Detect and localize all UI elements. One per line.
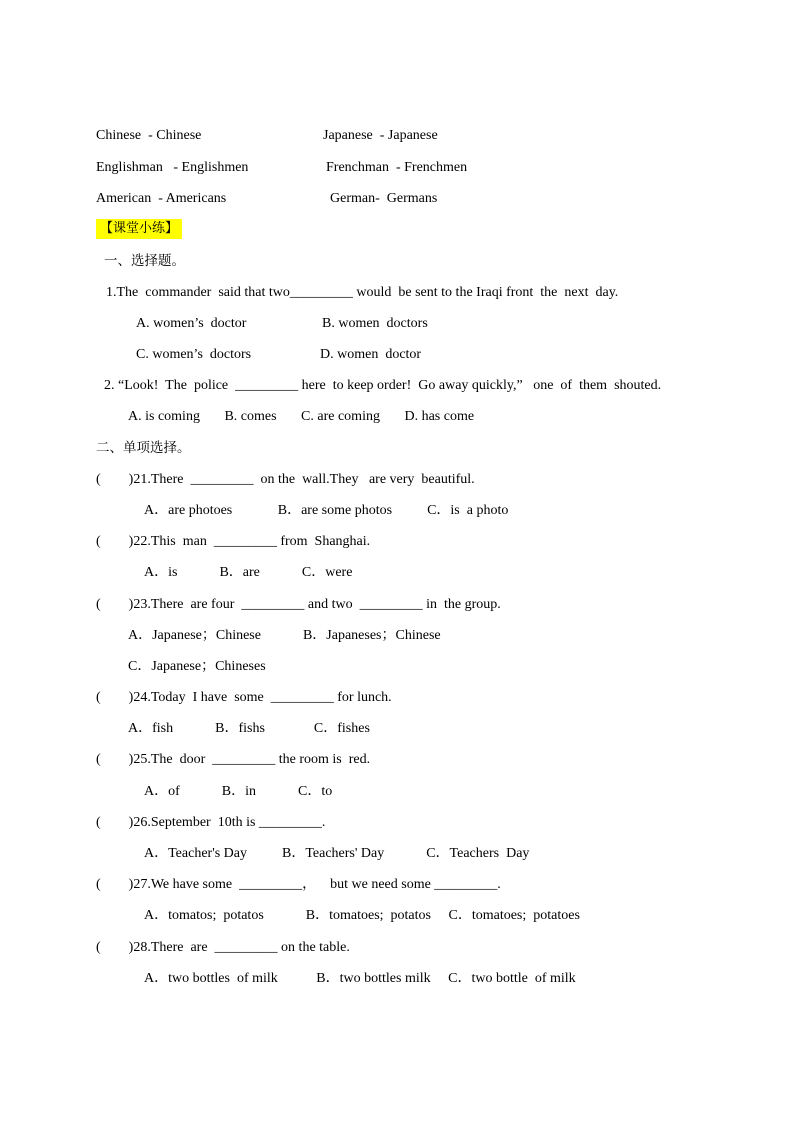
vocab-left-2: Englishman - Englishmen: [96, 160, 249, 175]
question-28-options: A．two bottles of milk B．two bottles milk C．two bottle of milk: [144, 971, 576, 986]
section2-title: 二、单项选择。: [96, 440, 191, 456]
practice-label: 【课堂小练】: [96, 219, 182, 239]
vocab-left-1: Chinese - Chinese: [96, 128, 202, 143]
question-22-stem: ( )22.This man _________ from Shanghai.: [96, 534, 371, 549]
q1-stem: 1.The commander said that two_________ would be sent to the Iraqi front the next day.: [106, 285, 619, 300]
vocab-left-3: American - Americans: [96, 191, 227, 206]
q2-stem: 2. “Look! The police _________ here to keep order! Go away quickly,” one of them shouted.: [104, 378, 662, 393]
question-23-options: A．Japanese；Chinese B．Japaneses；Chinese: [128, 628, 441, 643]
question-24-stem: ( )24.Today I have some _________ for lunch.: [96, 690, 392, 705]
q2-options: A. is coming B. comes C. are coming D. has come: [128, 409, 475, 424]
q1-option-c: C. women’s doctors: [136, 347, 252, 362]
q1-option-b: B. women doctors: [322, 316, 428, 331]
question-25-stem: ( )25.The door _________ the room is red.: [96, 752, 371, 767]
question-21-options: A．are photoes B．are some photos C．is a photo: [144, 503, 509, 518]
q1-option-a: A. women’s doctor: [136, 316, 247, 331]
question-28-stem: ( )28.There are _________ on the table.: [96, 940, 350, 955]
question-22-options: A．is B．are C．were: [144, 565, 353, 580]
question-26-options: A．Teacher's Day B．Teachers' Day C．Teachers Day: [144, 846, 530, 861]
question-23-stem: ( )23.There are four _________ and two _________ in the group.: [96, 597, 501, 612]
vocab-right-2: Frenchman - Frenchmen: [326, 160, 468, 175]
question-27-stem: ( )27.We have some _________， but we need some _________.: [96, 877, 501, 892]
q1-option-d: D. women doctor: [320, 347, 422, 362]
question-27-options: A．tomatos; potatos B．tomatoes; potatos C．tomatoes; potatoes: [144, 908, 580, 923]
section1-title: 一、选择题。: [104, 253, 185, 269]
question-23-options-c: C．Japanese；Chineses: [128, 659, 266, 674]
vocab-right-1: Japanese - Japanese: [323, 128, 438, 143]
question-25-options: A．of B．in C．to: [144, 784, 333, 799]
vocab-right-3: German- Germans: [330, 191, 438, 206]
question-26-stem: ( )26.September 10th is _________.: [96, 815, 326, 830]
question-24-options: A．fish B．fishs C．fishes: [128, 721, 370, 736]
question-21-stem: ( )21.There _________ on the wall.They are very beautiful.: [96, 472, 475, 487]
